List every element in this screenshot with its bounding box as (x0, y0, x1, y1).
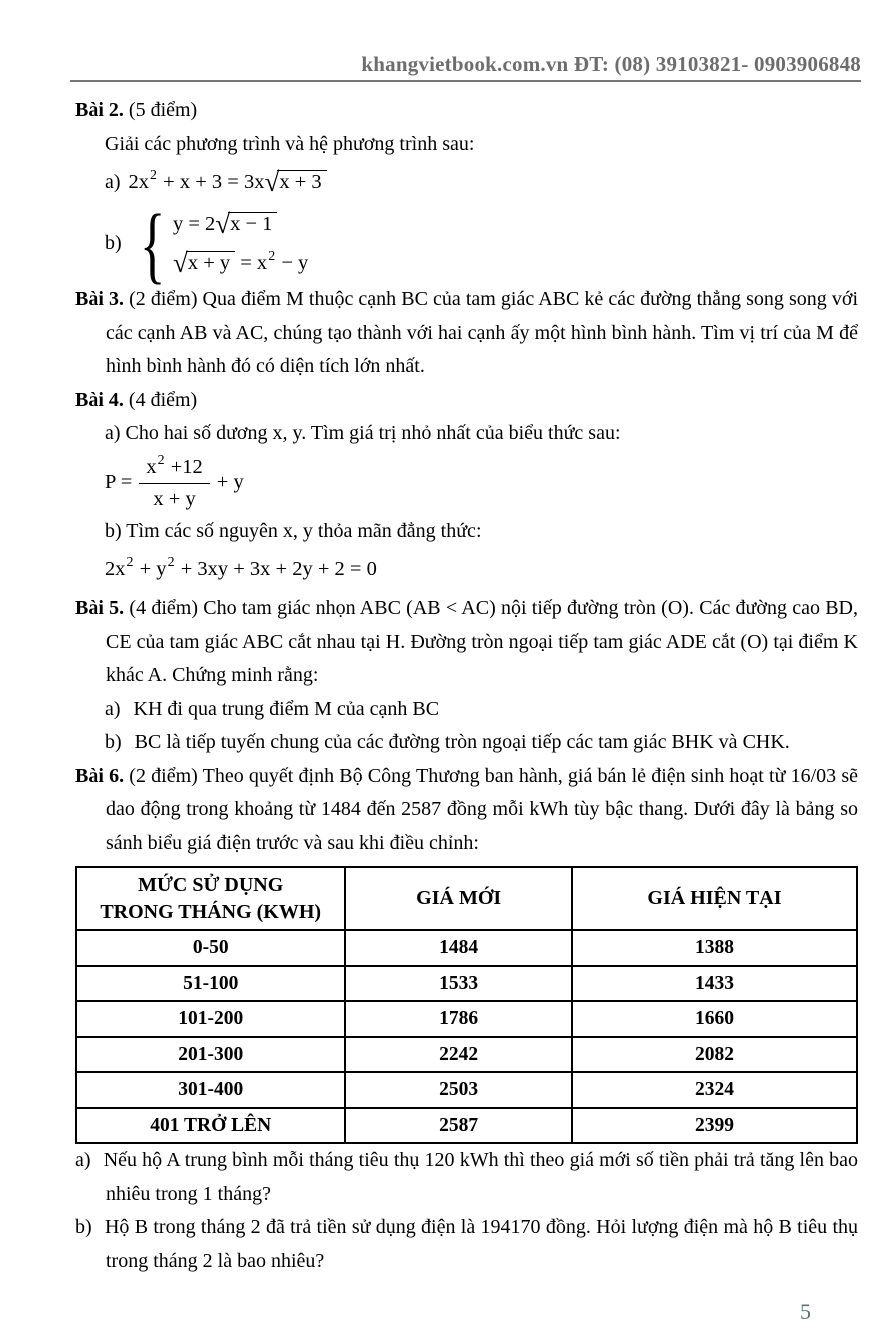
problem-5-label: Bài 5. (75, 597, 125, 619)
table-cell: 2587 (345, 1108, 571, 1144)
fraction-denominator: x + y (153, 488, 196, 510)
table-header-row (76, 867, 857, 930)
problem-4-points: (4 điểm) (128, 388, 198, 411)
col-header-current-price: GIÁ HIỆN TẠI (572, 867, 857, 930)
table-cell: 2503 (345, 1072, 571, 1108)
table-cell: 1484 (345, 930, 571, 966)
table-cell: 0-50 (76, 930, 345, 966)
table-row (76, 1037, 857, 1073)
system-equations (173, 208, 308, 280)
problem-2-intro: Giải các phương trình và hệ phương trình sau: (105, 132, 475, 155)
page-number: 5 (800, 1299, 811, 1324)
system-equation-2: √x + y = x2 − y (172, 247, 309, 278)
equation-a-formula: 2x2 + x + 3 = 3x√x + 3 (129, 166, 327, 200)
problem-2-label: Bài 2. (75, 99, 124, 121)
problem-5-item-b-text: BC là tiếp tuyến chung của các đường tròn ngoại tiếp các tam giác BHK và CHK. (134, 731, 790, 753)
table-cell: 101-200 (76, 1001, 345, 1037)
question-a-text: Nếu hộ A trung bình mỗi tháng tiêu thụ 120 kWh thì theo giá mới số tiền phải trả tăng lên bao nhiêu trong 1 tháng? (103, 1149, 858, 1205)
problem-6-label: Bài 6. (75, 764, 125, 787)
item-a-label: a) (105, 697, 121, 720)
publisher-contact-text: khangvietbook.com.vn ĐT: (08) 39103821- 0903906848 (361, 52, 861, 76)
col-header-new-price: GIÁ MỚI (345, 867, 571, 930)
problem-2-equation-b-system (75, 196, 858, 292)
problem-6-paragraph (75, 760, 858, 861)
question-b (75, 1211, 858, 1278)
fraction-numerator: x2 +12 (139, 454, 209, 484)
table-row (76, 930, 857, 966)
question-a (75, 1144, 858, 1211)
table-cell: 2082 (572, 1037, 857, 1073)
problem-5-item-a-text: KH đi qua trung điểm M của cạnh BC (133, 697, 440, 720)
problem-3-label: Bài 3. (75, 288, 124, 310)
problem-4-equation-b (75, 551, 858, 589)
fraction (139, 454, 209, 511)
electricity-price-table (75, 866, 858, 1144)
table-cell: 1388 (572, 930, 857, 966)
table-row (76, 1001, 857, 1037)
problem-3-text: (2 điểm) Qua điểm M thuộc cạnh BC của tam giác ABC kẻ các đường thẳng song song với các cạnh AB và AC, chúng tạo thành với hai cạnh ấy một hình bình hành. Tìm vị trí của M để hình bình hành đó có diện tích lớn nhất. (106, 288, 858, 377)
problem-5-item-b (75, 726, 858, 760)
table-cell: 51-100 (76, 966, 345, 1002)
expression-p-lhs: P = (105, 470, 133, 493)
question-b-text: Hộ B trong tháng 2 đã trả tiền sử dụng điện là 194170 đồng. Hỏi lượng điện mà hộ B tiêu thụ trong tháng 2 là bao nhiêu? (104, 1216, 858, 1272)
item-b-label: b) (105, 731, 122, 753)
document-body (0, 82, 889, 1326)
problem-2-heading (75, 94, 858, 128)
table-cell: 1533 (345, 966, 571, 1002)
col-header-usage: MỨC SỬ DỤNG TRONG THÁNG (KWH) (76, 867, 345, 930)
table-row (76, 1108, 857, 1144)
table-cell: 2399 (572, 1108, 857, 1144)
table-row (76, 966, 857, 1002)
problem-3-paragraph (75, 283, 858, 384)
table-cell: 301-400 (76, 1072, 345, 1108)
question-b-label: b) (75, 1216, 92, 1238)
table-cell: 1433 (572, 966, 857, 1002)
table-cell: 2324 (572, 1072, 857, 1108)
problem-5-text: (4 điểm) Cho tam giác nhọn ABC (AB < AC) nội tiếp đường tròn (O). Các đường cao BD, CE của tam giác ABC cắt nhau tại H. Đường tròn ngoại tiếp tam giác ADE cắt (O) tại điểm K khác A. Chứng minh rằng: (106, 597, 859, 686)
item-b-label: b) (105, 232, 122, 255)
problem-6-text: (2 điểm) Theo quyết định Bộ Công Thương ban hành, giá bán lẻ điện sinh hoạt từ 16/03 sẽ dao động trong khoảng từ 1484 đến 2587 đồng mỗi kWh tùy bậc thang. Dưới đây là bảng so sánh biểu giá điện trước và sau khi điều chỉnh: (106, 764, 859, 854)
table-cell: 1786 (345, 1001, 571, 1037)
item-a-label: a) (105, 171, 121, 194)
table-cell: 401 TRỞ LÊN (76, 1108, 345, 1144)
problem-4-item-a: a) Cho hai số dương x, y. Tìm giá trị nhỏ nhất của biểu thức sau: (105, 422, 621, 444)
problem-4-label: Bài 4. (75, 388, 124, 411)
equation-4b-formula: 2x2 + y2 + 3xy + 3x + 2y + 2 = 0 (105, 555, 377, 581)
problem-4-item-b: b) Tìm các số nguyên x, y thỏa mãn đẳng thức: (105, 519, 482, 542)
page-header (70, 0, 861, 82)
problem-4-heading (75, 384, 858, 418)
table-cell: 1660 (572, 1001, 857, 1037)
system-equation-1: y = 2√x − 1 (173, 208, 308, 242)
system-brace: { (139, 196, 166, 292)
problem-5-item-a (75, 693, 858, 727)
problem-2-equation-a (75, 164, 858, 202)
table-row (76, 1072, 857, 1108)
problem-2-points: (5 điểm) (128, 99, 198, 121)
table-cell: 201-300 (76, 1037, 345, 1073)
table-cell: 2242 (345, 1037, 571, 1073)
expression-p-tail: + y (216, 470, 244, 493)
problem-4-expression-p (75, 452, 858, 514)
question-a-label: a) (75, 1149, 91, 1171)
problem-5-paragraph (75, 592, 858, 693)
